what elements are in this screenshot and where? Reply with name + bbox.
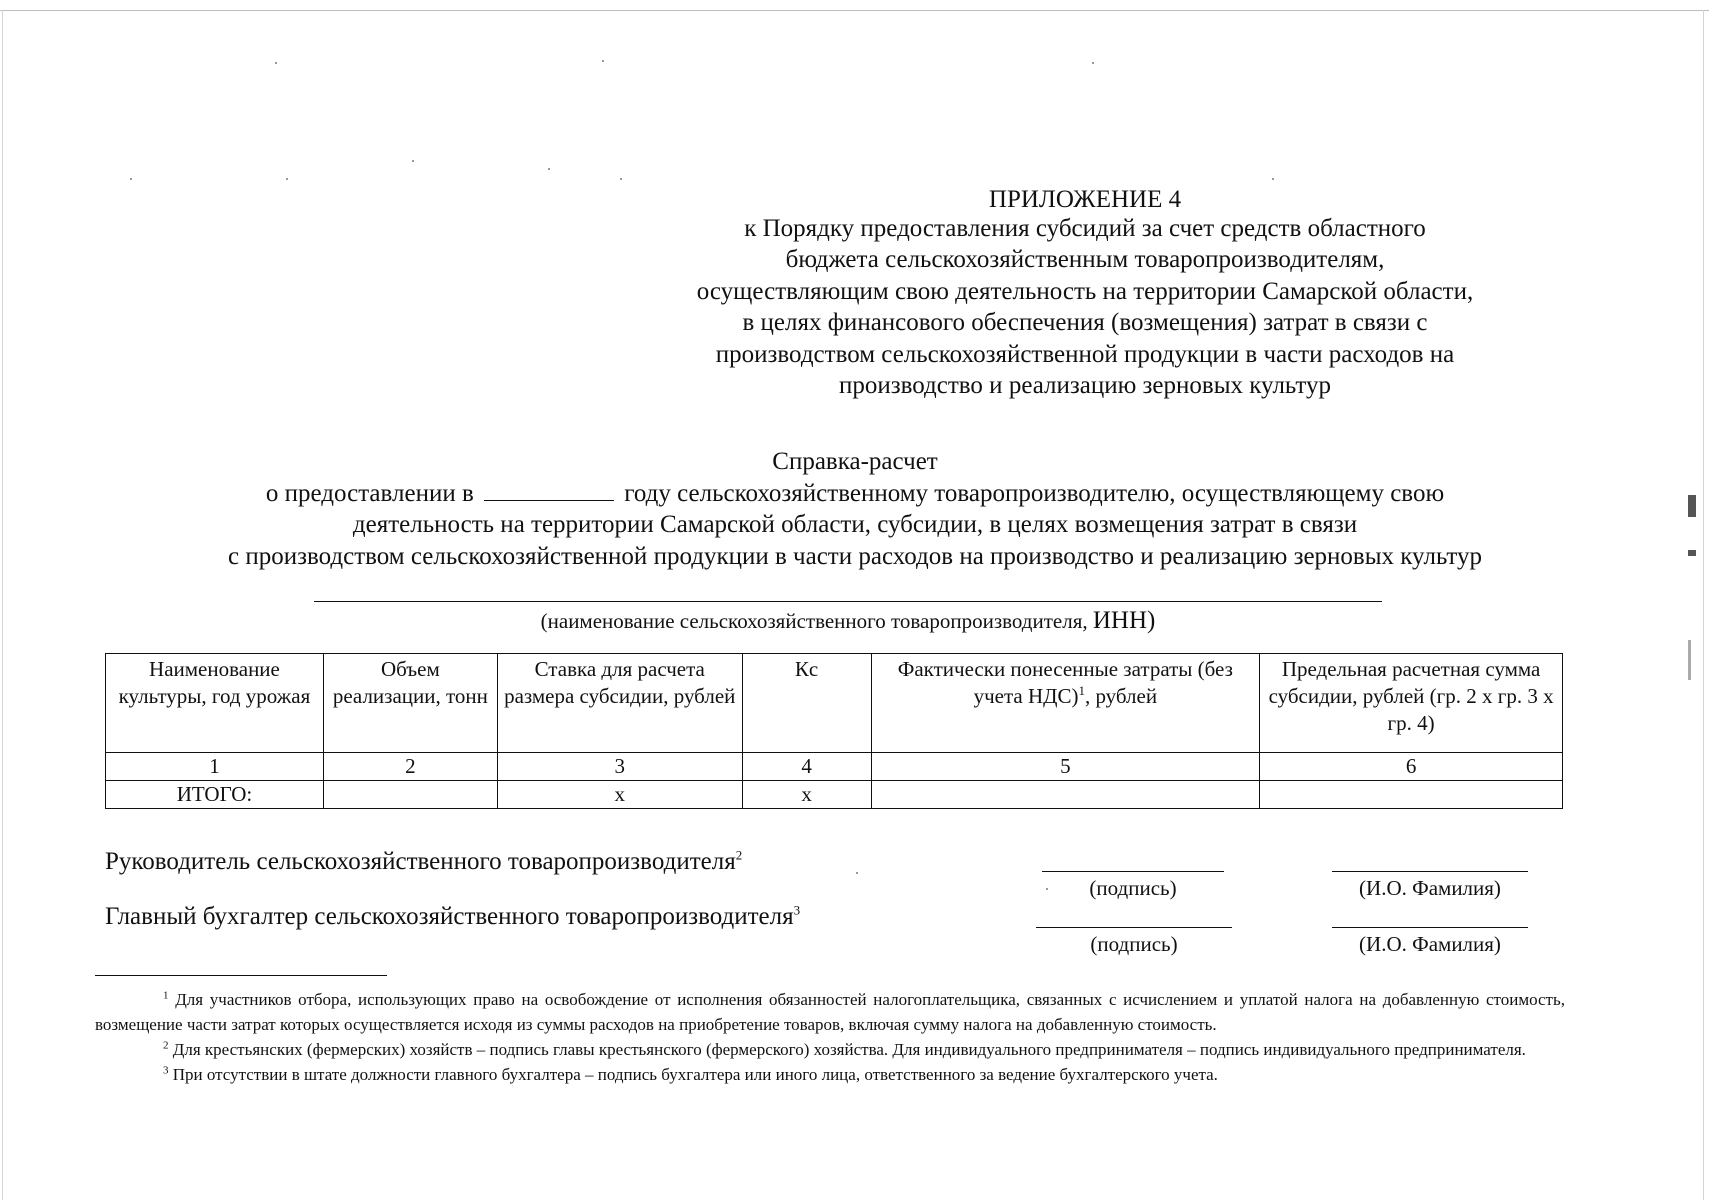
table-header-row: [106, 654, 1563, 753]
header-costs-text: Фактически понесенные затраты (без учета НДС): [897, 657, 1233, 708]
footnote-2: [95, 1037, 1565, 1062]
total-label: ИТОГО:: [106, 781, 324, 809]
appendix-line: производство и реализацию зерновых культур: [839, 372, 1331, 399]
appendix-line: в целях финансового обеспечения (возмещения) затрат в связи с: [742, 309, 1428, 336]
accountant-signature-line: [1036, 927, 1232, 928]
scan-speck: [1272, 178, 1274, 180]
appendix-line: осуществляющим свою деятельность на территории Самарской области,: [696, 277, 1474, 305]
header-volume: Объем реализации, тонн: [323, 654, 497, 753]
column-number: 3: [497, 753, 742, 781]
header-culture: Наименование культуры, год урожая: [106, 654, 324, 753]
scan-margin-mark: [1688, 640, 1691, 680]
scan-speck: [1092, 62, 1094, 64]
scan-edge-right: [1703, 10, 1704, 1200]
footnote-ref-2: 2: [735, 847, 743, 863]
header-kc: Кc: [742, 654, 871, 753]
head-signature-line: [1042, 871, 1224, 872]
footnotes: [95, 987, 1565, 1087]
year-blank: [484, 478, 614, 501]
head-signature-caption: (подпись): [1089, 876, 1177, 900]
appendix-heading: ПРИЛОЖЕНИЕ 4: [988, 186, 1182, 213]
head-name-caption: (И.О. Фамилия): [1359, 876, 1501, 900]
scan-speck: [856, 872, 858, 874]
scan-speck: [412, 160, 414, 162]
appendix-line: к Порядку предоставления субсидий за счет средств областного: [744, 214, 1426, 242]
scan-speck: [130, 178, 132, 180]
scan-speck: [602, 60, 604, 62]
scan-margin-mark: [1688, 550, 1696, 556]
scan-edge-top: [0, 10, 1709, 11]
producer-name-caption: [314, 607, 1382, 635]
calculation-table: [105, 653, 1563, 809]
column-number: 5: [871, 753, 1260, 781]
scan-speck: [286, 178, 288, 180]
certificate-line-1-end: году сельскохозяйственному товаропроизводителю, осуществляющему свою: [624, 479, 1445, 507]
footnote-mark: 1: [163, 989, 169, 1002]
header-costs-unit: , рублей: [1084, 684, 1158, 708]
footnote-ref-1: 1: [1078, 683, 1085, 698]
footnote-text: При отсутствии в штате должности главного бухгалтера – подпись бухгалтера или иного лица, ответственного за ведение бухгалтерского учета.: [172, 1065, 1218, 1084]
total-cell: х: [497, 781, 742, 809]
accountant-name-line: [1332, 927, 1528, 928]
scan-speck: [620, 178, 622, 180]
scan-speck: [548, 168, 550, 170]
head-label-text: Руководитель сельскохозяйственного товаропроизводителя: [105, 848, 736, 875]
producer-name-line: [314, 601, 1382, 602]
total-cell: х: [742, 781, 871, 809]
column-number: 2: [323, 753, 497, 781]
certificate-line-2: деятельность на территории Самарской области, субсидии, в целях возмещения затрат в связи: [352, 511, 1358, 538]
footnote-1: [95, 987, 1565, 1037]
appendix-line: производством сельскохозяйственной продукции в части расходов на: [715, 340, 1455, 368]
producer-caption-inn: ИНН): [1092, 607, 1156, 634]
footnote-separator: [95, 975, 387, 976]
footnote-3: [95, 1062, 1565, 1087]
accountant-label-text: Главный бухгалтер сельскохозяйственного товаропроизводителя: [105, 903, 794, 930]
accountant-signature-caption: (подпись): [1090, 932, 1178, 956]
head-name-line: [1332, 871, 1528, 872]
scan-speck: [275, 62, 277, 64]
accountant-name-caption: (И.О. Фамилия): [1359, 932, 1501, 956]
column-number: 4: [742, 753, 871, 781]
column-number: 6: [1260, 753, 1563, 781]
certificate-line-3: с производством сельскохозяйственной продукции в части расходов на производство и реализацию зерновых культур: [228, 542, 1482, 570]
certificate-line-1-start: о предоставлении в: [265, 479, 474, 507]
footnote-mark: 3: [163, 1064, 169, 1077]
head-signature-label: [105, 848, 742, 876]
table-row: [106, 753, 1563, 781]
certificate-line-1: [90, 478, 1620, 510]
certificate-title: Справка-расчет: [772, 448, 938, 475]
total-cell: [1260, 781, 1563, 809]
header-rate: Ставка для расчета размера субсидии, рублей: [497, 654, 742, 753]
producer-caption-text: (наименование сельскохозяйственного товаропроизводителя,: [540, 609, 1088, 633]
footnote-text: Для крестьянских (фермерских) хозяйств – подпись главы крестьянского (фермерского) хозяйства. Для индивидуального предпринимателя – подпись индивидуального предпринимателя.: [172, 1040, 1526, 1059]
accountant-signature-label: [105, 903, 800, 931]
scan-margin-mark: [1688, 495, 1696, 517]
certificate-title-block: [90, 446, 1620, 572]
total-cell: [323, 781, 497, 809]
footnote-ref-3: 3: [793, 902, 801, 918]
scan-edge-left: [2, 10, 3, 1200]
column-number: 1: [106, 753, 324, 781]
table-total-row: [106, 781, 1563, 809]
header-max-subsidy: Предельная расчетная сумма субсидии, рублей (гр. 2 х гр. 3 х гр. 4): [1260, 654, 1563, 753]
appendix-block: [650, 184, 1520, 402]
appendix-line: бюджета сельскохозяйственным товаропроизводителям,: [785, 246, 1385, 273]
footnote-text: Для участников отбора, использующих право на освобождение от исполнения обязанностей налогоплательщика, связанных с исчислением и уплатой налога на добавленную стоимость, возмещение части затрат которых осуществляется исходя из суммы расходов на приобретение товаров, включая сумму налога на добавленную стоимость.: [95, 990, 1565, 1034]
footnote-mark: 2: [163, 1039, 169, 1052]
header-costs: [871, 654, 1260, 753]
total-cell: [871, 781, 1260, 809]
